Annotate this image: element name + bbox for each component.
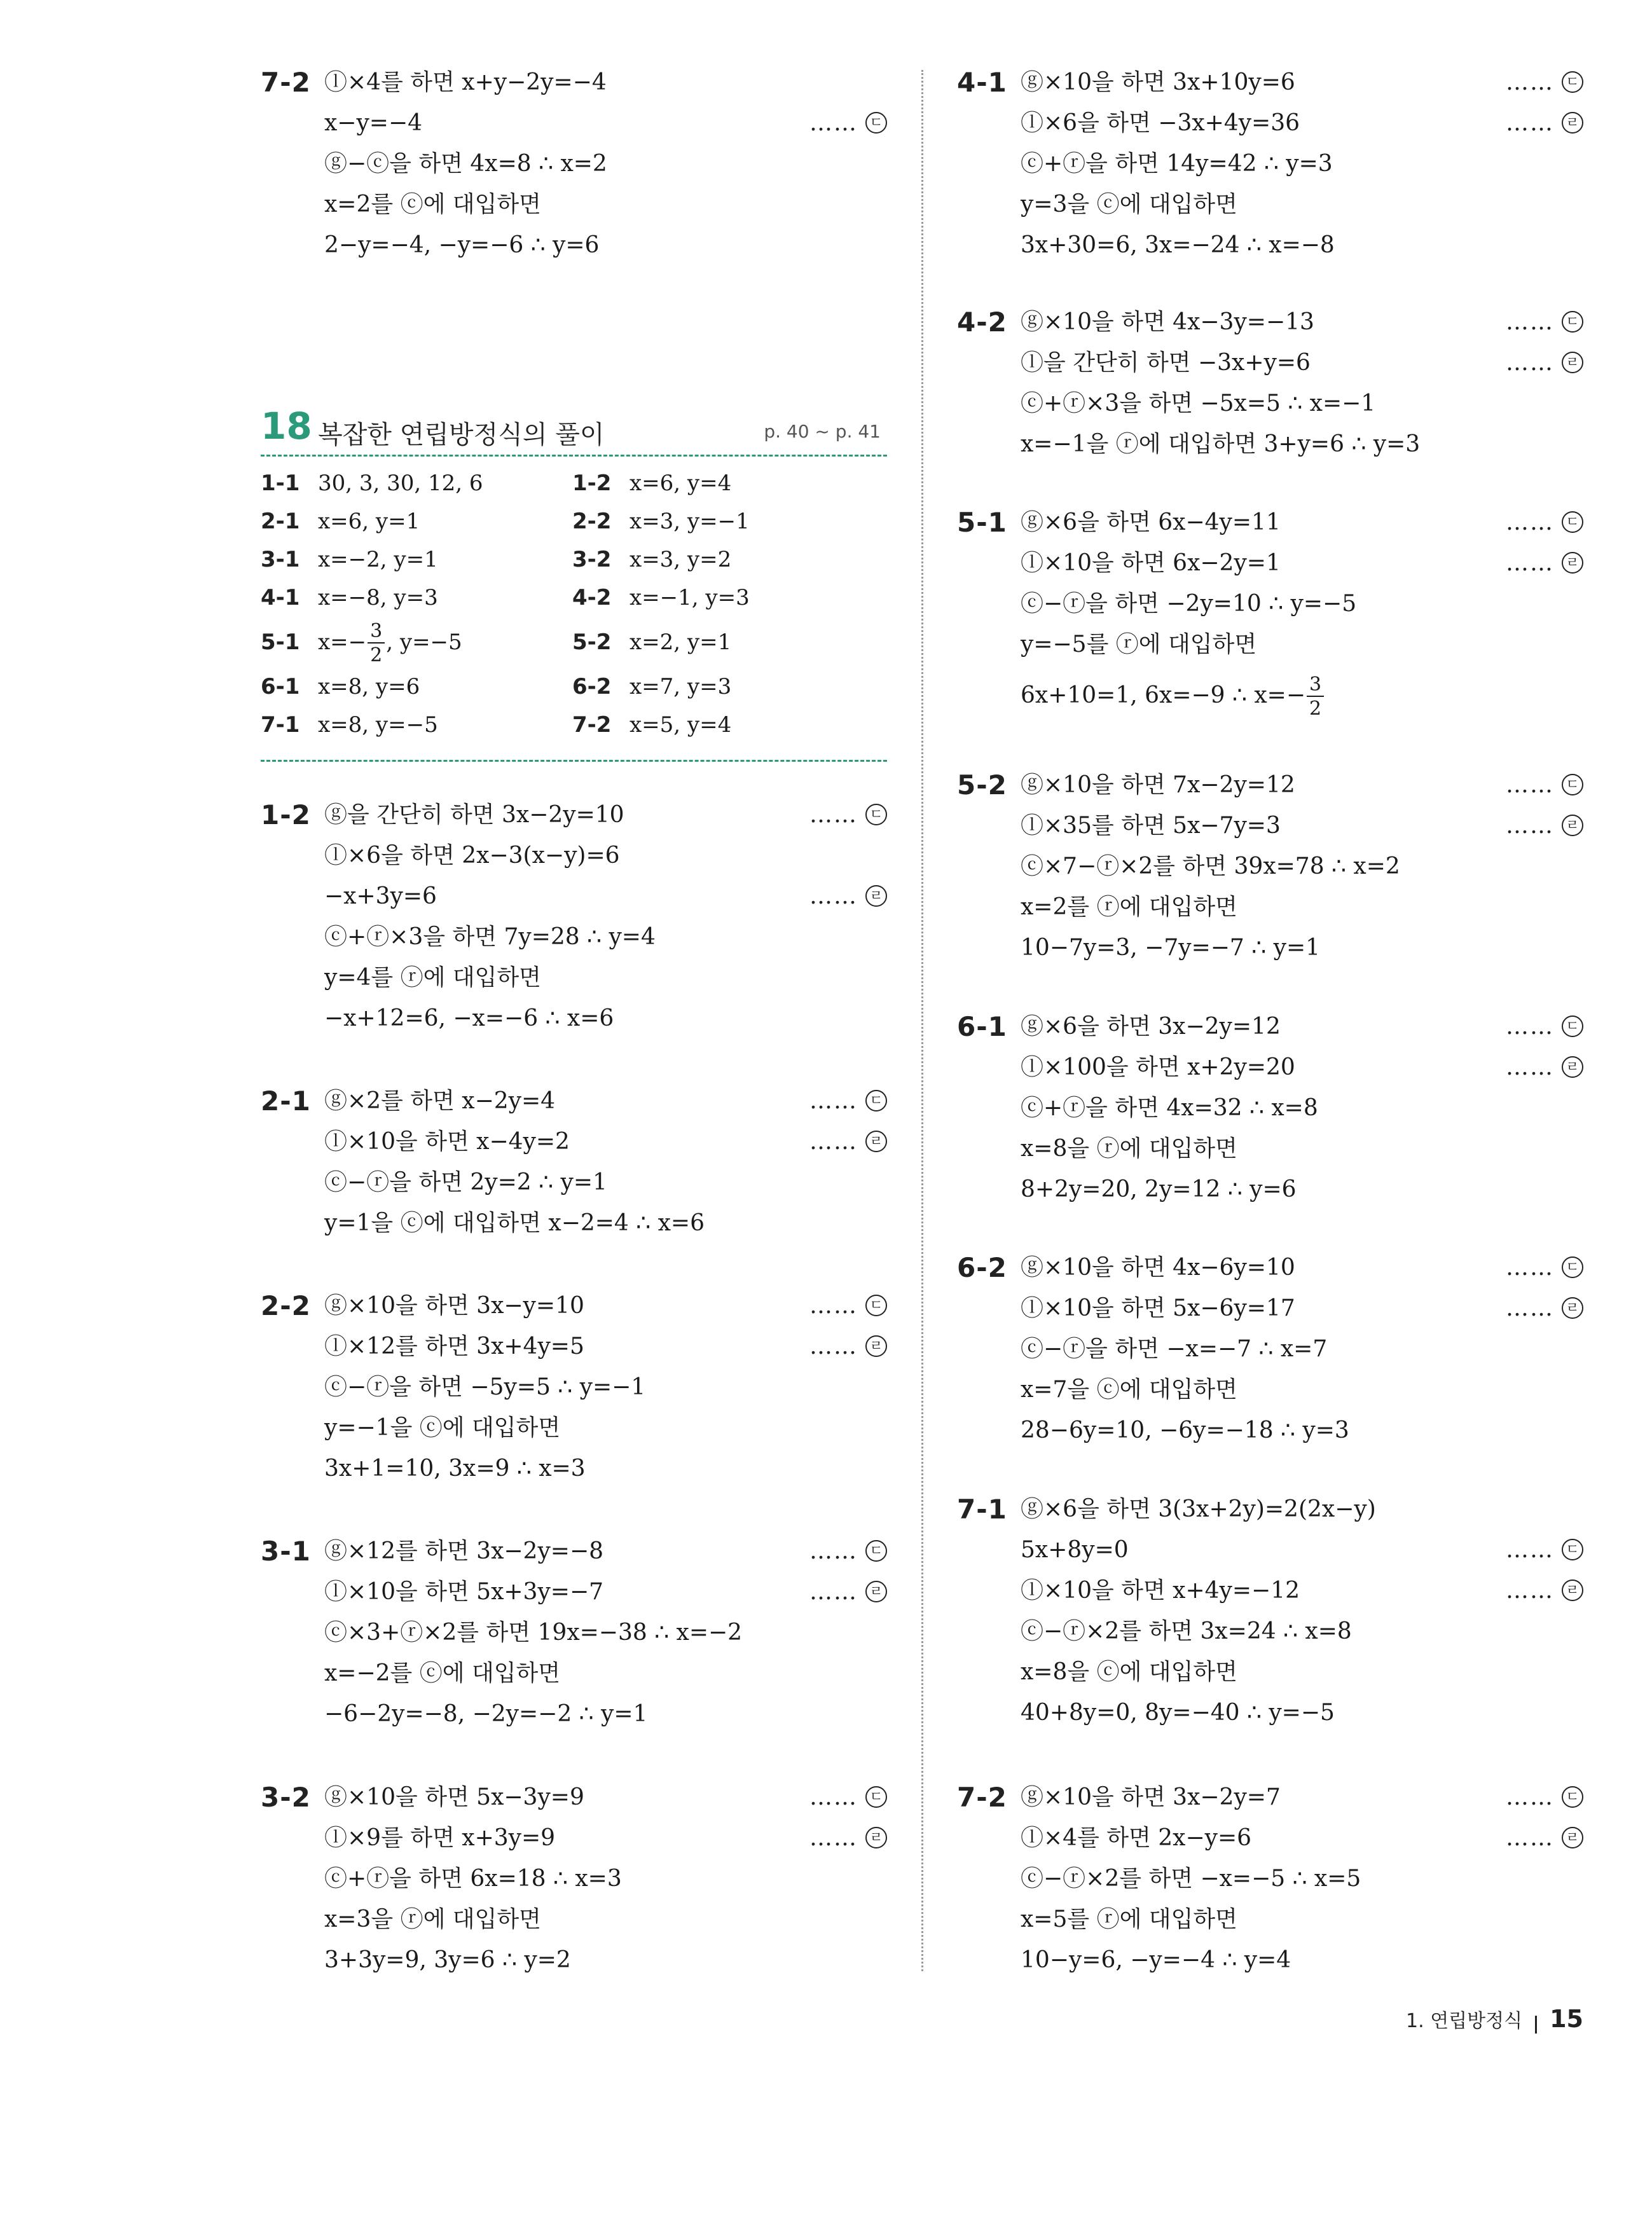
equation-label: …… ㄹ xyxy=(809,876,887,917)
equation-label: …… ㄷ xyxy=(1506,1530,1583,1571)
circled-label-icon: ㄹ xyxy=(865,1131,887,1152)
solution-line: x=3을 ⓡ에 대입하면 xyxy=(324,1906,541,1932)
problem-number: 4-2 xyxy=(957,306,1007,338)
divider-top xyxy=(261,455,887,457)
solution-line: ⓒ−ⓡ을 하면 2y=2 ∴ y=1 xyxy=(324,1169,607,1195)
problem-number: 6-2 xyxy=(957,1252,1007,1283)
solution-line: ⓛ×9를 하면 x+3y=9 …… ㄹ xyxy=(324,1818,887,1859)
section-title: 복잡한 연립방정식의 풀이 xyxy=(318,420,605,450)
solution-line: 28−6y=10, −6y=−18 ∴ y=3 xyxy=(1021,1417,1349,1443)
solution-line: ⓛ×4를 하면 x+y−2y=−4 xyxy=(324,69,607,95)
equation-label: …… ㄷ xyxy=(809,1081,887,1122)
solution-line: −6−2y=−8, −2y=−2 ∴ y=1 xyxy=(324,1701,648,1727)
problem-number: 5-2 xyxy=(957,769,1007,801)
solution-line: ⓖ×10을 하면 4x−6y=10 …… ㄷ xyxy=(1021,1248,1583,1288)
solution-line: ⓛ×10을 하면 x+4y=−12 …… ㄹ xyxy=(1021,1571,1583,1611)
equation-label: …… ㄹ xyxy=(1506,543,1583,584)
circled-label-icon: ㄹ xyxy=(1562,1056,1583,1078)
solution-line: 40+8y=0, 8y=−40 ∴ y=−5 xyxy=(1021,1700,1335,1726)
page-footer xyxy=(1406,2003,1583,2035)
solution-line: x=−2를 ⓒ에 대입하면 xyxy=(324,1660,561,1686)
fraction: $\frac{3}{2}$ xyxy=(368,622,385,665)
equation-label: …… ㄷ xyxy=(1506,62,1583,103)
problem-number: 7-2 xyxy=(261,67,311,98)
solution-line: 8+2y=20, 2y=12 ∴ y=6 xyxy=(1021,1176,1297,1202)
page-number: 15 xyxy=(1550,2005,1583,2033)
solution-line: ⓒ+ⓡ을 하면 14y=42 ∴ y=3 xyxy=(1021,151,1333,177)
solution-line: ⓛ×100을 하면 x+2y=20 …… ㄹ xyxy=(1021,1047,1583,1088)
circled-label-icon: ㄹ xyxy=(865,885,887,907)
circled-label-icon: ㄹ xyxy=(865,1581,887,1602)
circled-label-icon: ㄹ xyxy=(1562,1297,1583,1319)
solution-line: ⓛ×6을 하면 2x−3(x−y)=6 xyxy=(324,843,620,869)
equation-label: …… ㄹ xyxy=(1506,1818,1583,1859)
equation-label: …… ㄹ xyxy=(1506,1288,1583,1329)
solution-line: x=5를 ⓡ에 대입하면 xyxy=(1021,1906,1237,1932)
answer-row: 3-1 x=−2, y=1 3-2 x=3, y=2 xyxy=(261,547,732,572)
answer-row: 2-1 x=6, y=1 2-2 x=3, y=−1 xyxy=(261,509,750,534)
solution-line: ⓒ−ⓡ×2를 하면 −x=−5 ∴ x=5 xyxy=(1021,1866,1361,1892)
solution-line: x=2를 ⓒ에 대입하면 xyxy=(324,191,541,217)
footer-separator xyxy=(1535,2016,1537,2034)
solution-line: −x+12=6, −x=−6 ∴ x=6 xyxy=(324,1005,614,1031)
column-divider xyxy=(921,70,923,1971)
circled-label-icon: ㄷ xyxy=(1562,71,1583,93)
solution-line: x−y=−4 …… ㄷ xyxy=(324,103,887,144)
solution-line: ⓖ×6을 하면 3(3x+2y)=2(2x−y) xyxy=(1021,1496,1376,1522)
solution-line: ⓛ×4를 하면 2x−y=6 …… ㄹ xyxy=(1021,1818,1583,1859)
circled-label-icon: ㄷ xyxy=(865,1295,887,1316)
answer-row: 6-1 x=8, y=6 6-2 x=7, y=3 xyxy=(261,674,732,699)
problem-number: 7-1 xyxy=(957,1494,1007,1525)
solution-line: x=8을 ⓒ에 대입하면 xyxy=(1021,1659,1237,1685)
circled-label-icon: ㄷ xyxy=(1562,1539,1583,1560)
solution-line: ⓒ×7−ⓡ×2를 하면 39x=78 ∴ x=2 xyxy=(1021,853,1400,879)
problem-number: 5-1 xyxy=(957,507,1007,538)
solution-line: ⓒ+ⓡ을 하면 6x=18 ∴ x=3 xyxy=(324,1866,622,1892)
solution-line: y=−5를 ⓡ에 대입하면 xyxy=(1021,631,1257,657)
solution-line: 3x+1=10, 3x=9 ∴ x=3 xyxy=(324,1456,586,1482)
solution-line: x=−1을 ⓡ에 대입하면 3+y=6 ∴ y=3 xyxy=(1021,431,1421,457)
solution-line: ⓒ+ⓡ×3을 하면 −5x=5 ∴ x=−1 xyxy=(1021,390,1376,416)
divider-bottom xyxy=(261,760,887,762)
problem-number: 4-1 xyxy=(957,67,1007,98)
circled-label-icon: ㄹ xyxy=(1562,352,1583,373)
solution-line: ⓒ−ⓡ×2를 하면 3x=24 ∴ x=8 xyxy=(1021,1618,1352,1644)
section-pages: p. 40 ~ p. 41 xyxy=(764,421,881,442)
solution-line: ⓖ×10을 하면 3x+10y=6 …… ㄷ xyxy=(1021,62,1583,103)
problem-number: 1-2 xyxy=(261,799,311,830)
solution-line: ⓒ+ⓡ×3을 하면 7y=28 ∴ y=4 xyxy=(324,924,656,950)
circled-label-icon: ㄹ xyxy=(865,1827,887,1848)
circled-label-icon: ㄷ xyxy=(1562,511,1583,533)
solution-line: ⓛ×10을 하면 5x−6y=17 …… ㄹ xyxy=(1021,1288,1583,1329)
answer-grid xyxy=(261,464,887,744)
solution-line: ⓖ×6을 하면 3x−2y=12 …… ㄷ xyxy=(1021,1007,1583,1047)
solution-line: ⓒ×3+ⓡ×2를 하면 19x=−38 ∴ x=−2 xyxy=(324,1620,743,1646)
equation-label: …… ㄷ xyxy=(1506,1007,1583,1047)
equation-label: …… ㄹ xyxy=(1506,1047,1583,1088)
answer-row: 7-1 x=8, y=−5 7-2 x=5, y=4 xyxy=(261,712,732,738)
circled-label-icon: ㄷ xyxy=(1562,774,1583,795)
answer-row: 1-1 30, 3, 30, 12, 6 1-2 x=6, y=4 xyxy=(261,471,732,496)
circled-label-icon: ㄷ xyxy=(865,1786,887,1808)
solution-line: ⓖ×6을 하면 6x−4y=11 …… ㄷ xyxy=(1021,502,1583,543)
circled-label-icon: ㄹ xyxy=(865,1335,887,1357)
solution-line: x=8을 ⓡ에 대입하면 xyxy=(1021,1136,1237,1162)
solution-line: 2−y=−4, −y=−6 ∴ y=6 xyxy=(324,232,600,258)
solution-line: y=4를 ⓡ에 대입하면 xyxy=(324,965,541,991)
circled-label-icon: ㄹ xyxy=(1562,112,1583,134)
equation-label: …… ㄹ xyxy=(809,1122,887,1162)
solution-line: ⓖ×10을 하면 7x−2y=12 …… ㄷ xyxy=(1021,765,1583,806)
circled-label-icon: ㄷ xyxy=(1562,1015,1583,1037)
equation-label: …… ㄷ xyxy=(1506,502,1583,543)
problem-number: 3-1 xyxy=(261,1536,311,1567)
solution-line: 3+3y=9, 3y=6 ∴ y=2 xyxy=(324,1947,571,1973)
solution-line: ⓒ+ⓡ을 하면 4x=32 ∴ x=8 xyxy=(1021,1095,1318,1121)
circled-label-icon: ㄷ xyxy=(1562,1786,1583,1808)
solution-line: ⓖ×10을 하면 5x−3y=9 …… ㄷ xyxy=(324,1777,887,1818)
equation-label: …… ㄷ xyxy=(809,1777,887,1818)
solution-line: y=1을 ⓒ에 대입하면 x−2=4 ∴ x=6 xyxy=(324,1210,705,1236)
solution-line: ⓖ을 간단히 하면 3x−2y=10 …… ㄷ xyxy=(324,795,887,836)
circled-label-icon: ㄹ xyxy=(1562,815,1583,836)
solution-line: ⓖ−ⓒ을 하면 4x=8 ∴ x=2 xyxy=(324,151,607,177)
solution-line: ⓒ−ⓡ을 하면 −5y=5 ∴ y=−1 xyxy=(324,1374,646,1400)
solution-line: 6x+10=1, 6x=−9 ∴ x=− $\frac{3}{2}$ xyxy=(1021,665,1583,726)
answer-row: 4-1 x=−8, y=3 4-2 x=−1, y=3 xyxy=(261,585,750,610)
circled-label-icon: ㄹ xyxy=(1562,1827,1583,1848)
solution-line: −x+3y=6 …… ㄹ xyxy=(324,876,887,917)
solution-line: y=−1을 ⓒ에 대입하면 xyxy=(324,1415,561,1441)
problem-number: 6-1 xyxy=(957,1011,1007,1042)
solution-line: 10−7y=3, −7y=−7 ∴ y=1 xyxy=(1021,935,1321,961)
solution-line: x=7을 ⓒ에 대입하면 xyxy=(1021,1377,1237,1403)
solution-line: ⓖ×12를 하면 3x−2y=−8 …… ㄷ xyxy=(324,1531,887,1572)
solution-line: x=2를 ⓡ에 대입하면 xyxy=(1021,894,1237,920)
solution-line: ⓛ을 간단히 하면 −3x+y=6 …… ㄹ xyxy=(1021,343,1583,383)
equation-label: …… ㄹ xyxy=(809,1326,887,1367)
answer-row: 5-1 x=− $\frac{3}{2}$ , y=−5 5-2 x=2, y=1 xyxy=(261,620,732,666)
circled-label-icon: ㄹ xyxy=(1562,1580,1583,1601)
equation-label: …… ㄹ xyxy=(809,1818,887,1859)
circled-label-icon: ㄷ xyxy=(865,804,887,825)
circled-label-icon: ㄷ xyxy=(865,1540,887,1562)
equation-label: …… ㄷ xyxy=(1506,1248,1583,1288)
section-header xyxy=(261,401,887,451)
solution-line: ⓛ×12를 하면 3x+4y=5 …… ㄹ xyxy=(324,1326,887,1367)
solution-line: ⓖ×10을 하면 3x−y=10 …… ㄷ xyxy=(324,1286,887,1326)
problem-number: 3-2 xyxy=(261,1782,311,1813)
solution-line: ⓛ×6을 하면 −3x+4y=36 …… ㄹ xyxy=(1021,103,1583,144)
solution-line: ⓛ×10을 하면 5x+3y=−7 …… ㄹ xyxy=(324,1572,887,1613)
circled-label-icon: ㄹ xyxy=(1562,552,1583,574)
solution-line: ⓖ×10을 하면 3x−2y=7 …… ㄷ xyxy=(1021,1777,1583,1818)
equation-label: …… ㄹ xyxy=(809,1572,887,1613)
equation-label: …… ㄷ xyxy=(809,1286,887,1326)
solution-line: ⓖ×10을 하면 4x−3y=−13 …… ㄷ xyxy=(1021,302,1583,343)
circled-label-icon: ㄷ xyxy=(865,1090,887,1112)
solution-line: ⓒ−ⓡ을 하면 −x=−7 ∴ x=7 xyxy=(1021,1336,1328,1362)
equation-label: …… ㄷ xyxy=(1506,1777,1583,1818)
chapter-label: 1. 연립방정식 xyxy=(1406,2010,1523,2032)
problem-number: 7-2 xyxy=(957,1782,1007,1813)
equation-label: …… ㄷ xyxy=(809,103,887,144)
circled-label-icon: ㄷ xyxy=(1562,311,1583,333)
equation-label: …… ㄷ xyxy=(1506,765,1583,806)
equation-label: …… ㄷ xyxy=(809,795,887,836)
solution-line: 10−y=6, −y=−4 ∴ y=4 xyxy=(1021,1947,1291,1973)
circled-label-icon: ㄷ xyxy=(865,112,887,134)
circled-label-icon: ㄷ xyxy=(1562,1256,1583,1278)
equation-label: …… ㄷ xyxy=(809,1531,887,1572)
solution-line: y=3을 ⓒ에 대입하면 xyxy=(1021,191,1237,217)
equation-label: …… ㄹ xyxy=(1506,103,1583,144)
section-number: 18 xyxy=(261,404,312,448)
solution-line: ⓒ−ⓡ을 하면 −2y=10 ∴ y=−5 xyxy=(1021,591,1357,617)
equation-label: …… ㄷ xyxy=(1506,302,1583,343)
solution-line: ⓛ×35를 하면 5x−7y=3 …… ㄹ xyxy=(1021,806,1583,846)
problem-number: 2-2 xyxy=(261,1290,311,1321)
problem-number: 2-1 xyxy=(261,1085,311,1117)
equation-label: …… ㄹ xyxy=(1506,806,1583,846)
solution-line: 3x+30=6, 3x=−24 ∴ x=−8 xyxy=(1021,232,1335,258)
equation-label: …… ㄹ xyxy=(1506,343,1583,383)
solution-line: ⓛ×10을 하면 x−4y=2 …… ㄹ xyxy=(324,1122,887,1162)
solution-line: 5x+8y=0 …… ㄷ xyxy=(1021,1530,1583,1571)
equation-label: …… ㄹ xyxy=(1506,1571,1583,1611)
solution-line: ⓛ×10을 하면 6x−2y=1 …… ㄹ xyxy=(1021,543,1583,584)
fraction: $\frac{3}{2}$ xyxy=(1307,675,1324,719)
solution-line: ⓖ×2를 하면 x−2y=4 …… ㄷ xyxy=(324,1081,887,1122)
